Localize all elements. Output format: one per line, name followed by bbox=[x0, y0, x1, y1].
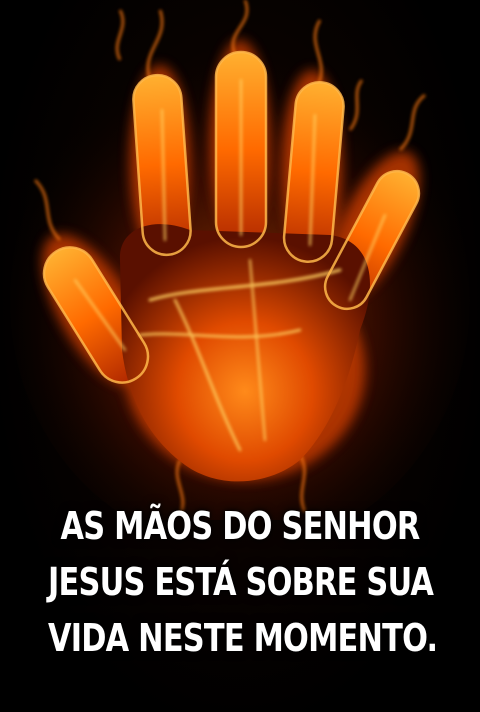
caption-line-1: AS MÃOS DO SENHOR bbox=[60, 504, 420, 548]
caption bbox=[48, 498, 438, 666]
caption-line-2: JESUS ESTÁ SOBRE SUA bbox=[48, 560, 434, 604]
caption-line-3: VIDA NESTE MOMENTO. bbox=[48, 616, 438, 660]
